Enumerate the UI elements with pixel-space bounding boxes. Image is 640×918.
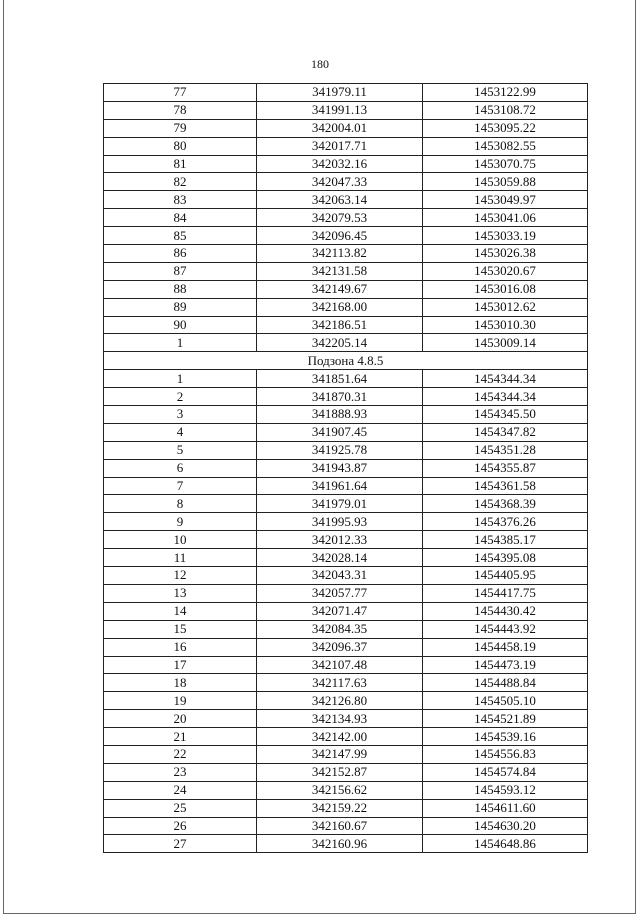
y-coordinate-cell: 1454488.84 xyxy=(423,674,588,692)
y-coordinate-cell: 1453122.99 xyxy=(423,84,588,102)
table-row xyxy=(104,728,588,746)
x-coordinate-cell: 342063.14 xyxy=(257,191,423,209)
y-coordinate-cell: 1453010.30 xyxy=(423,316,588,334)
point-number-cell: 11 xyxy=(104,549,257,567)
x-coordinate-cell: 342057.77 xyxy=(257,584,423,602)
point-number-cell: 20 xyxy=(104,710,257,728)
point-number-cell: 89 xyxy=(104,298,257,316)
point-number-cell: 8 xyxy=(104,495,257,513)
table-row xyxy=(104,602,588,620)
point-number-cell: 5 xyxy=(104,441,257,459)
page-number: 180 xyxy=(311,57,329,71)
table-row xyxy=(104,173,588,191)
x-coordinate-cell: 342084.35 xyxy=(257,620,423,638)
y-coordinate-cell: 1453108.72 xyxy=(423,101,588,119)
x-coordinate-cell: 342156.62 xyxy=(257,781,423,799)
coordinates-table xyxy=(103,83,588,853)
y-coordinate-cell: 1454539.16 xyxy=(423,728,588,746)
subzone-header-row xyxy=(104,352,588,370)
point-number-cell: 25 xyxy=(104,799,257,817)
table-row xyxy=(104,531,588,549)
y-coordinate-cell: 1453012.62 xyxy=(423,298,588,316)
y-coordinate-cell: 1453059.88 xyxy=(423,173,588,191)
x-coordinate-cell: 342096.37 xyxy=(257,638,423,656)
x-coordinate-cell: 341995.93 xyxy=(257,513,423,531)
x-coordinate-cell: 342134.93 xyxy=(257,710,423,728)
point-number-cell: 15 xyxy=(104,620,257,638)
x-coordinate-cell: 342047.33 xyxy=(257,173,423,191)
x-coordinate-cell: 342012.33 xyxy=(257,531,423,549)
x-coordinate-cell: 342079.53 xyxy=(257,209,423,227)
y-coordinate-cell: 1453095.22 xyxy=(423,119,588,137)
x-coordinate-cell: 342028.14 xyxy=(257,549,423,567)
table-row xyxy=(104,191,588,209)
point-number-cell: 84 xyxy=(104,209,257,227)
x-coordinate-cell: 342147.99 xyxy=(257,745,423,763)
point-number-cell: 24 xyxy=(104,781,257,799)
y-coordinate-cell: 1453020.67 xyxy=(423,262,588,280)
y-coordinate-cell: 1453041.06 xyxy=(423,209,588,227)
table-row xyxy=(104,781,588,799)
table-row xyxy=(104,101,588,119)
point-number-cell: 9 xyxy=(104,513,257,531)
y-coordinate-cell: 1454430.42 xyxy=(423,602,588,620)
y-coordinate-cell: 1453049.97 xyxy=(423,191,588,209)
point-number-cell: 78 xyxy=(104,101,257,119)
y-coordinate-cell: 1453026.38 xyxy=(423,245,588,263)
y-coordinate-cell: 1453082.55 xyxy=(423,137,588,155)
x-coordinate-cell: 342186.51 xyxy=(257,316,423,334)
x-coordinate-cell: 341925.78 xyxy=(257,441,423,459)
y-coordinate-cell: 1453009.14 xyxy=(423,334,588,352)
table-row xyxy=(104,84,588,102)
table-row xyxy=(104,334,588,352)
point-number-cell: 81 xyxy=(104,155,257,173)
x-coordinate-cell: 342160.96 xyxy=(257,835,423,853)
table-row xyxy=(104,495,588,513)
point-number-cell: 1 xyxy=(104,370,257,388)
y-coordinate-cell: 1454521.89 xyxy=(423,710,588,728)
point-number-cell: 88 xyxy=(104,280,257,298)
table-row xyxy=(104,477,588,495)
point-number-cell: 77 xyxy=(104,84,257,102)
point-number-cell: 86 xyxy=(104,245,257,263)
y-coordinate-cell: 1454443.92 xyxy=(423,620,588,638)
y-coordinate-cell: 1453033.19 xyxy=(423,227,588,245)
point-number-cell: 1 xyxy=(104,334,257,352)
point-number-cell: 85 xyxy=(104,227,257,245)
x-coordinate-cell: 342017.71 xyxy=(257,137,423,155)
y-coordinate-cell: 1454458.19 xyxy=(423,638,588,656)
table-row xyxy=(104,692,588,710)
x-coordinate-cell: 341870.31 xyxy=(257,388,423,406)
point-number-cell: 18 xyxy=(104,674,257,692)
y-coordinate-cell: 1454347.82 xyxy=(423,423,588,441)
point-number-cell: 17 xyxy=(104,656,257,674)
y-coordinate-cell: 1454405.95 xyxy=(423,567,588,585)
x-coordinate-cell: 342032.16 xyxy=(257,155,423,173)
y-coordinate-cell: 1454417.75 xyxy=(423,584,588,602)
x-coordinate-cell: 342107.48 xyxy=(257,656,423,674)
table-row xyxy=(104,262,588,280)
x-coordinate-cell: 341979.11 xyxy=(257,84,423,102)
table-row xyxy=(104,567,588,585)
point-number-cell: 2 xyxy=(104,388,257,406)
x-coordinate-cell: 342168.00 xyxy=(257,298,423,316)
x-coordinate-cell: 342152.87 xyxy=(257,763,423,781)
point-number-cell: 27 xyxy=(104,835,257,853)
x-coordinate-cell: 341907.45 xyxy=(257,423,423,441)
table-section-before xyxy=(104,84,588,352)
y-coordinate-cell: 1454344.34 xyxy=(423,370,588,388)
table-row xyxy=(104,745,588,763)
x-coordinate-cell: 341991.13 xyxy=(257,101,423,119)
x-coordinate-cell: 342004.01 xyxy=(257,119,423,137)
point-number-cell: 3 xyxy=(104,406,257,424)
x-coordinate-cell: 341851.64 xyxy=(257,370,423,388)
x-coordinate-cell: 342113.82 xyxy=(257,245,423,263)
subzone-title: Подзона 4.8.5 xyxy=(104,352,588,370)
table-row xyxy=(104,549,588,567)
table-section-after xyxy=(104,370,588,853)
point-number-cell: 16 xyxy=(104,638,257,656)
y-coordinate-cell: 1453070.75 xyxy=(423,155,588,173)
subzone-header-section xyxy=(104,352,588,370)
y-coordinate-cell: 1454385.17 xyxy=(423,531,588,549)
point-number-cell: 21 xyxy=(104,728,257,746)
table-row xyxy=(104,298,588,316)
table-row xyxy=(104,245,588,263)
x-coordinate-cell: 342159.22 xyxy=(257,799,423,817)
x-coordinate-cell: 341979.01 xyxy=(257,495,423,513)
table-row xyxy=(104,817,588,835)
x-coordinate-cell: 341943.87 xyxy=(257,459,423,477)
x-coordinate-cell: 342131.58 xyxy=(257,262,423,280)
x-coordinate-cell: 342117.63 xyxy=(257,674,423,692)
point-number-cell: 79 xyxy=(104,119,257,137)
table-row xyxy=(104,119,588,137)
x-coordinate-cell: 342096.45 xyxy=(257,227,423,245)
table-row xyxy=(104,388,588,406)
x-coordinate-cell: 342149.67 xyxy=(257,280,423,298)
y-coordinate-cell: 1454630.20 xyxy=(423,817,588,835)
point-number-cell: 13 xyxy=(104,584,257,602)
point-number-cell: 4 xyxy=(104,423,257,441)
table-row xyxy=(104,441,588,459)
point-number-cell: 14 xyxy=(104,602,257,620)
y-coordinate-cell: 1454368.39 xyxy=(423,495,588,513)
y-coordinate-cell: 1454376.26 xyxy=(423,513,588,531)
point-number-cell: 12 xyxy=(104,567,257,585)
point-number-cell: 83 xyxy=(104,191,257,209)
table-row xyxy=(104,835,588,853)
x-coordinate-cell: 342043.31 xyxy=(257,567,423,585)
x-coordinate-cell: 342142.00 xyxy=(257,728,423,746)
table-row xyxy=(104,799,588,817)
y-coordinate-cell: 1454355.87 xyxy=(423,459,588,477)
table-row xyxy=(104,674,588,692)
table-row xyxy=(104,710,588,728)
point-number-cell: 7 xyxy=(104,477,257,495)
x-coordinate-cell: 342071.47 xyxy=(257,602,423,620)
point-number-cell: 26 xyxy=(104,817,257,835)
table-row xyxy=(104,656,588,674)
y-coordinate-cell: 1454361.58 xyxy=(423,477,588,495)
point-number-cell: 22 xyxy=(104,745,257,763)
x-coordinate-cell: 342205.14 xyxy=(257,334,423,352)
table-row xyxy=(104,370,588,388)
point-number-cell: 6 xyxy=(104,459,257,477)
point-number-cell: 90 xyxy=(104,316,257,334)
table-row xyxy=(104,155,588,173)
x-coordinate-cell: 341961.64 xyxy=(257,477,423,495)
y-coordinate-cell: 1454611.60 xyxy=(423,799,588,817)
y-coordinate-cell: 1454344.34 xyxy=(423,388,588,406)
table-row xyxy=(104,620,588,638)
table-row xyxy=(104,513,588,531)
x-coordinate-cell: 342126.80 xyxy=(257,692,423,710)
y-coordinate-cell: 1454395.08 xyxy=(423,549,588,567)
x-coordinate-cell: 341888.93 xyxy=(257,406,423,424)
point-number-cell: 82 xyxy=(104,173,257,191)
y-coordinate-cell: 1454345.50 xyxy=(423,406,588,424)
point-number-cell: 80 xyxy=(104,137,257,155)
point-number-cell: 10 xyxy=(104,531,257,549)
table-row xyxy=(104,406,588,424)
table-row xyxy=(104,459,588,477)
table-row xyxy=(104,280,588,298)
y-coordinate-cell: 1454351.28 xyxy=(423,441,588,459)
y-coordinate-cell: 1454648.86 xyxy=(423,835,588,853)
table-row xyxy=(104,638,588,656)
point-number-cell: 19 xyxy=(104,692,257,710)
table-row xyxy=(104,209,588,227)
table-row xyxy=(104,584,588,602)
table-row xyxy=(104,763,588,781)
table-row xyxy=(104,316,588,334)
y-coordinate-cell: 1454593.12 xyxy=(423,781,588,799)
table-row xyxy=(104,137,588,155)
point-number-cell: 87 xyxy=(104,262,257,280)
y-coordinate-cell: 1453016.08 xyxy=(423,280,588,298)
y-coordinate-cell: 1454574.84 xyxy=(423,763,588,781)
point-number-cell: 23 xyxy=(104,763,257,781)
table-row xyxy=(104,227,588,245)
y-coordinate-cell: 1454505.10 xyxy=(423,692,588,710)
x-coordinate-cell: 342160.67 xyxy=(257,817,423,835)
y-coordinate-cell: 1454556.83 xyxy=(423,745,588,763)
table-row xyxy=(104,423,588,441)
y-coordinate-cell: 1454473.19 xyxy=(423,656,588,674)
